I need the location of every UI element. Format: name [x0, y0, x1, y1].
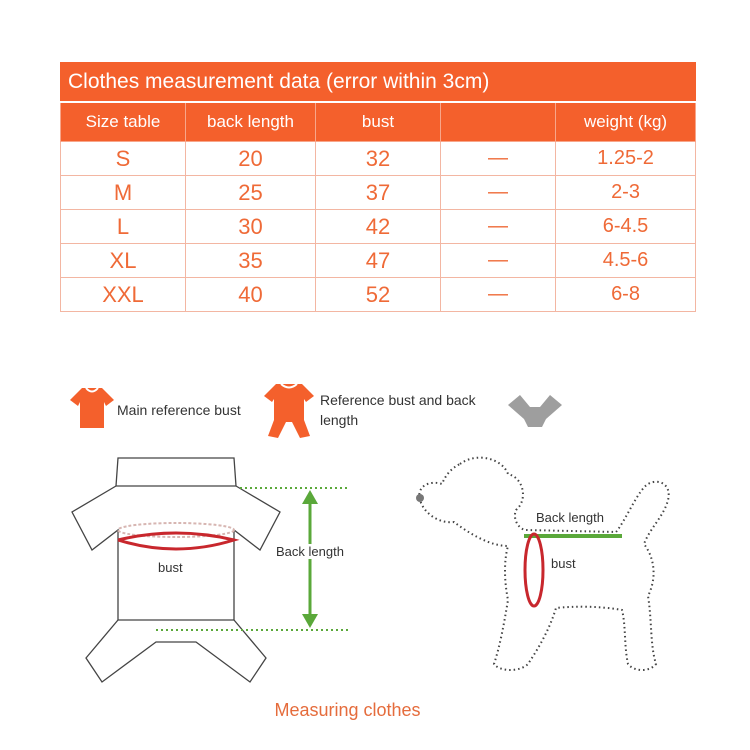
garment-collar [116, 458, 236, 486]
header-blank [441, 102, 556, 142]
cell-weight: 6-4.5 [556, 210, 696, 244]
cell-blank: — [441, 142, 556, 176]
legend-reference-both [320, 390, 476, 430]
header-weight: weight (kg) [556, 102, 696, 142]
cell-size: L [61, 210, 186, 244]
cell-size: S [61, 142, 186, 176]
header-size: Size table [61, 102, 186, 142]
cell-back-length: 35 [186, 244, 316, 278]
cell-back-length: 25 [186, 176, 316, 210]
shirt-icon [68, 386, 116, 430]
cell-bust: 42 [316, 210, 441, 244]
cell-bust: 32 [316, 142, 441, 176]
header-bust: bust [316, 102, 441, 142]
cell-size: M [61, 176, 186, 210]
cell-blank: — [441, 210, 556, 244]
table-row [61, 210, 696, 244]
dog-back-length-label: Back length [536, 510, 604, 525]
harness-icon [506, 393, 564, 427]
legend-reference-both-line1: Reference bust and back [320, 392, 476, 408]
garment-body-outline [72, 486, 280, 620]
dog-bust-loop [525, 534, 543, 606]
legend-reference-both-line2: length [320, 412, 359, 428]
dog-bust-label: bust [551, 556, 576, 571]
table-title: Clothes measurement data (error within 3cm) [61, 63, 696, 103]
table-row [61, 142, 696, 176]
garment-bust-label: bust [158, 560, 183, 575]
cell-blank: — [441, 176, 556, 210]
cell-size: XXL [61, 278, 186, 312]
cell-back-length: 20 [186, 142, 316, 176]
jumpsuit-icon [262, 382, 316, 440]
dog-nose [416, 494, 424, 502]
garment-back-length-label: Back length [276, 544, 344, 559]
cell-back-length: 40 [186, 278, 316, 312]
caption: Measuring clothes [274, 700, 421, 720]
cell-back-length: 30 [186, 210, 316, 244]
cell-weight: 4.5-6 [556, 244, 696, 278]
cell-bust: 52 [316, 278, 441, 312]
table-title-row [61, 63, 696, 103]
cell-size: XL [61, 244, 186, 278]
dog-diagram [400, 450, 700, 690]
cell-blank: — [441, 244, 556, 278]
table-row [61, 244, 696, 278]
legend-main-reference: Main reference bust [117, 402, 241, 418]
cell-weight: 1.25-2 [556, 142, 696, 176]
garment-chest-dash [118, 523, 234, 537]
header-back-length: back length [186, 102, 316, 142]
size-table [60, 62, 696, 312]
cell-bust: 47 [316, 244, 441, 278]
cell-weight: 2-3 [556, 176, 696, 210]
garment-bust-line [118, 533, 234, 549]
table-row [61, 176, 696, 210]
cell-weight: 6-8 [556, 278, 696, 312]
cell-blank: — [441, 278, 556, 312]
table-header-row [61, 102, 696, 142]
cell-bust: 37 [316, 176, 441, 210]
table-row [61, 278, 696, 312]
garment-diagram [60, 450, 360, 690]
